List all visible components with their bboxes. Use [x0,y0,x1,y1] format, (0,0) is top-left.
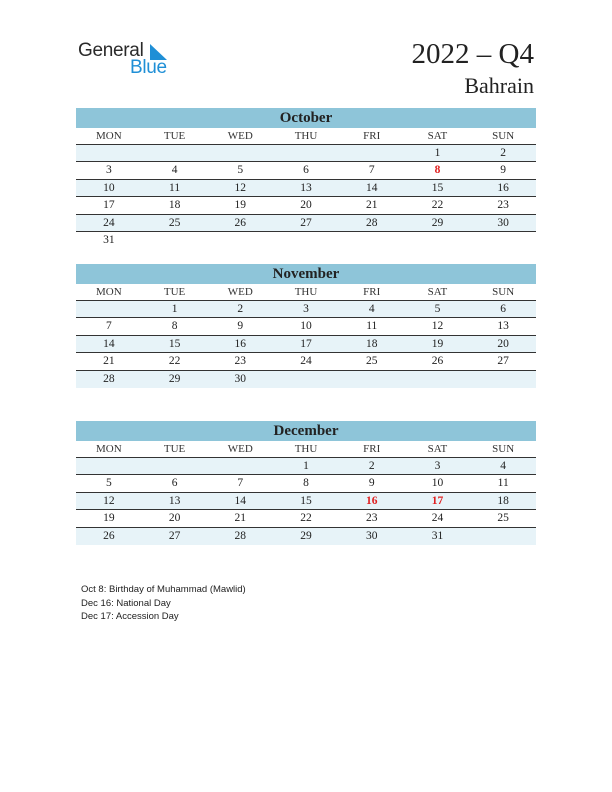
day-cell: 16 [234,337,247,350]
day-cell: 16 [365,494,378,507]
day-cell: 26 [234,216,247,229]
month-header: October [76,108,536,128]
day-cell: 14 [103,337,115,350]
day-cell: 9 [500,164,507,177]
day-cell [207,458,273,474]
day-cell: 1 [171,303,178,315]
day-cell: 24 [300,355,312,368]
week-row [76,510,536,527]
day-cell: 2 [237,303,244,315]
day-cell: 3 [434,460,441,472]
day-cell: 3 [303,303,309,315]
weekday-label: TUE [163,286,186,298]
day-cell: 5 [105,477,112,490]
day-cell: 24 [431,512,444,525]
weekday-label: THU [294,286,318,298]
day-cell: 25 [497,512,509,525]
day-cell: 20 [300,199,312,212]
day-cell: 30 [234,372,247,385]
day-cell: 12 [103,494,115,507]
day-cell: 13 [168,494,181,507]
day-cell: 21 [103,355,115,368]
day-cell: 29 [300,529,312,542]
day-cell [207,145,273,161]
weekday-label: SAT [427,286,448,298]
weekday-label: WED [227,130,253,142]
day-cell [142,458,208,474]
weekday-label: SAT [427,443,448,455]
day-cell: 7 [237,477,244,490]
day-cell: 8 [303,477,309,490]
day-cell [273,371,339,388]
week-row [76,145,536,162]
day-cell [273,145,339,161]
week-row [76,162,536,179]
day-cell: 11 [366,320,378,333]
holiday-note: Dec 16: National Day [81,597,171,609]
day-cell: 19 [431,337,444,350]
day-cell: 19 [103,512,115,525]
week-row [76,371,536,388]
month-header: December [76,421,536,441]
day-cell: 17 [103,199,115,212]
day-cell: 8 [171,320,178,333]
weekday-label: FRI [363,443,381,455]
day-cell: 10 [431,477,444,490]
generalblue-logo [78,40,178,80]
weekday-label: SUN [492,130,515,142]
day-cell: 9 [237,320,244,333]
day-cell: 15 [300,494,312,507]
day-cell [470,528,536,545]
day-cell: 7 [368,164,375,177]
week-row [76,318,536,335]
day-cell: 3 [105,164,112,177]
day-cell [470,371,536,388]
day-cell: 26 [431,355,444,368]
day-cell [339,232,405,249]
day-cell [405,371,471,388]
day-cell: 17 [300,337,312,350]
weekday-label: TUE [163,443,186,455]
day-cell: 27 [168,529,181,542]
day-cell: 19 [234,199,247,212]
day-cell [76,458,142,474]
day-cell: 18 [497,494,509,507]
month-november [76,264,536,388]
week-row [76,180,536,197]
week-row [76,475,536,492]
day-cell: 25 [168,216,181,229]
week-row [76,528,536,545]
day-cell: 14 [234,494,247,507]
weekday-label: FRI [363,286,381,298]
weekday-label: SUN [492,286,515,298]
day-cell: 11 [497,477,509,490]
day-cell: 22 [300,512,312,525]
month-header: November [76,264,536,284]
day-cell: 27 [497,355,509,368]
day-cell: 2 [368,460,375,472]
day-cell: 28 [365,216,378,229]
day-cell [339,371,405,388]
week-row [76,197,536,214]
day-cell: 21 [365,199,378,212]
day-cell: 12 [431,320,444,333]
page-title: 2022 – Q4 [411,38,534,70]
day-cell [273,232,339,249]
day-cell: 17 [431,494,444,507]
weekday-label: THU [294,130,318,142]
day-cell: 10 [300,320,312,333]
day-cell [207,232,273,249]
day-cell: 22 [431,199,444,212]
weekday-header-row [76,128,536,145]
weekday-label: WED [227,286,253,298]
week-row [76,353,536,370]
holiday-note: Oct 8: Birthday of Muhammad (Mawlid) [81,584,246,595]
day-cell: 28 [234,529,247,542]
weekday-label: SUN [492,443,515,455]
day-cell: 21 [234,512,247,525]
day-cell: 15 [168,337,181,350]
week-row [76,458,536,475]
month-october [76,108,536,249]
day-cell: 18 [168,199,181,212]
day-cell [339,145,405,161]
day-cell: 4 [500,460,507,472]
day-cell [142,145,208,161]
day-cell: 13 [497,320,509,333]
day-cell [76,301,142,317]
holiday-note: Dec 17: Accession Day [81,611,179,622]
day-cell: 26 [103,529,115,542]
day-cell: 2 [500,147,507,159]
weekday-label: TUE [163,130,186,142]
day-cell: 1 [303,460,309,472]
day-cell: 8 [434,164,441,177]
day-cell [142,232,208,249]
day-cell: 5 [237,164,244,177]
day-cell: 20 [168,512,181,525]
day-cell [76,145,142,161]
day-cell: 28 [103,372,115,385]
day-cell: 22 [168,355,181,368]
day-cell: 23 [365,512,378,525]
day-cell: 11 [169,181,181,194]
day-cell: 4 [368,303,375,315]
day-cell: 30 [365,529,378,542]
day-cell: 23 [234,355,247,368]
day-cell: 6 [303,164,309,177]
day-cell: 31 [431,529,444,542]
weekday-label: MON [96,286,122,298]
logo-text-blue: Blue [130,57,167,78]
day-cell: 24 [103,216,115,229]
day-cell: 13 [300,181,312,194]
day-cell: 6 [500,303,507,315]
day-cell: 12 [234,181,247,194]
country-name: Bahrain [464,73,534,98]
week-row [76,336,536,353]
day-cell: 29 [168,372,181,385]
logo-text-general: General [78,40,144,61]
day-cell [405,232,471,249]
day-cell: 15 [431,181,444,194]
day-cell: 27 [300,216,312,229]
week-row [76,301,536,318]
weekday-header-row [76,284,536,301]
day-cell: 10 [103,181,115,194]
day-cell: 31 [103,233,115,246]
day-cell: 16 [497,181,509,194]
day-cell: 18 [365,337,378,350]
weekday-label: WED [227,443,253,455]
day-cell: 30 [497,216,509,229]
weekday-label: FRI [363,130,381,142]
weekday-label: MON [96,443,122,455]
weekday-label: SAT [427,130,448,142]
day-cell: 9 [368,477,375,490]
holiday-notes [81,583,246,624]
day-cell: 20 [497,337,509,350]
day-cell: 4 [171,164,178,177]
day-cell: 23 [497,199,509,212]
week-row [76,232,536,249]
day-cell: 25 [365,355,378,368]
day-cell: 7 [105,320,112,333]
day-cell: 14 [365,181,378,194]
weekday-label: THU [294,443,318,455]
month-december [76,421,536,545]
day-cell: 5 [434,303,441,315]
week-row [76,215,536,232]
day-cell: 1 [434,147,441,159]
week-row [76,493,536,510]
day-cell: 6 [171,477,178,490]
weekday-label: MON [96,130,122,142]
day-cell [470,232,536,249]
day-cell: 29 [431,216,444,229]
weekday-header-row [76,441,536,458]
